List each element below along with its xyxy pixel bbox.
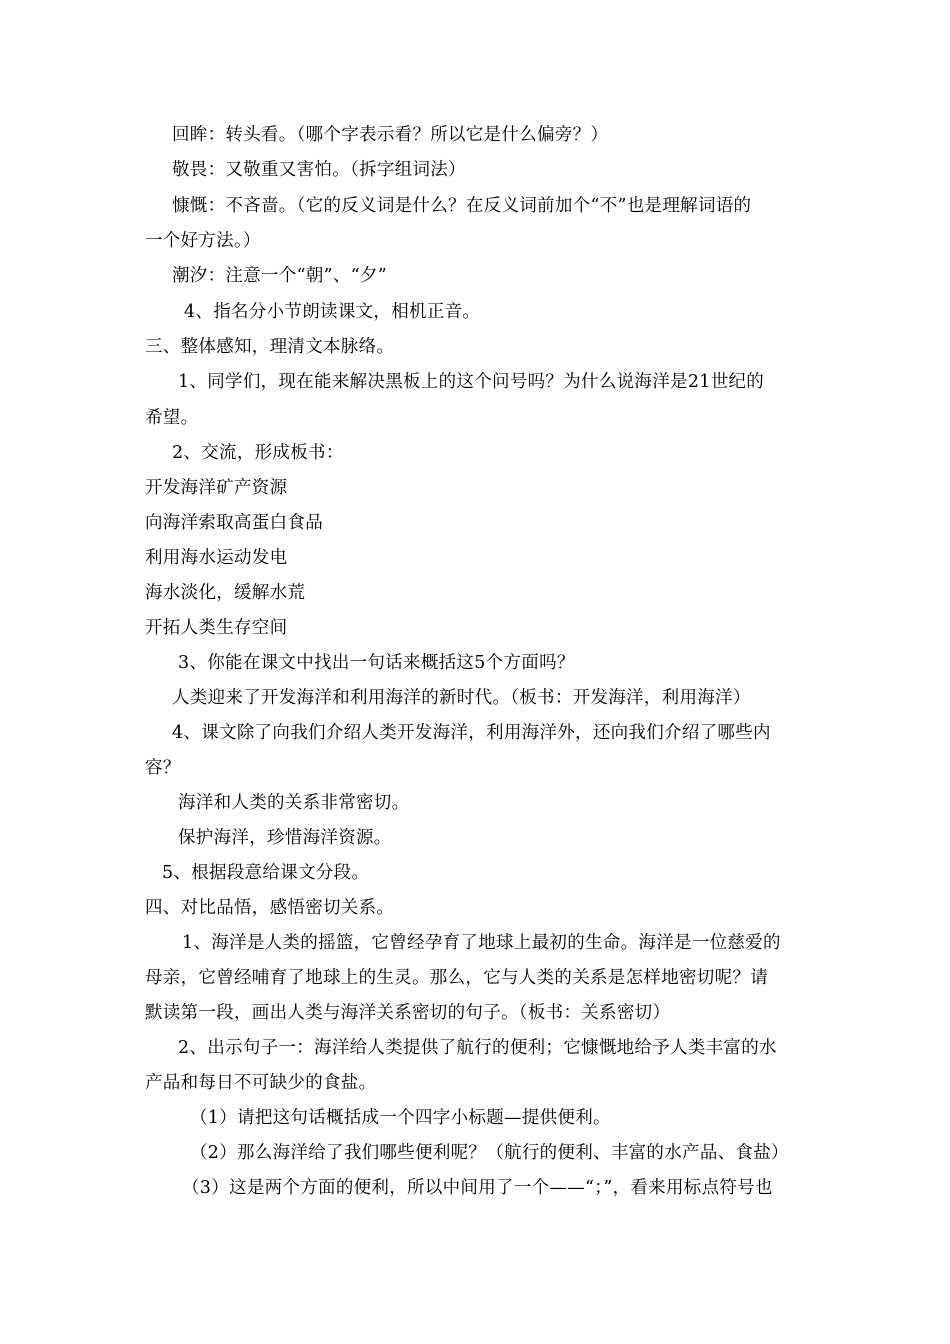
- text-line: （3）这是两个方面的便利，所以中间用了一个——“；”，看来用标点符号也: [182, 1178, 773, 1198]
- text-line: （1）请把这句话概括成一个四字小标题—提供便利。: [190, 1108, 611, 1128]
- board-item: 开拓人类生存空间: [145, 618, 288, 638]
- section-heading: 三、整体感知，理清文本脉络。: [145, 337, 395, 357]
- text-line: 希望。: [145, 408, 199, 428]
- text-line: 敬畏：又敬重又害怕。（拆字组词法）: [172, 160, 466, 180]
- text-line: 4、指名分小节朗读课文，相机正音。: [184, 302, 481, 322]
- text-line: （2）那么海洋给了我们哪些便利呢？（航行的便利、丰富的水产品、食盐）: [190, 1143, 789, 1163]
- text-line: 一个好方法。）: [145, 231, 261, 251]
- section-heading: 四、对比品悟，感悟密切关系。: [145, 898, 395, 918]
- text-line: 产品和每日不可缺少的食盐。: [145, 1073, 377, 1093]
- text-line: 3、你能在课文中找出一句话来概括这5个方面吗？: [178, 653, 575, 673]
- text-line: 慷慨：不吝啬。（它的反义词是什么？在反义词前加个“不”也是理解词语的: [172, 196, 752, 216]
- text-line: 2、出示句子一：海洋给人类提供了航行的便利；它慷慨地给予人类丰富的水: [178, 1038, 777, 1058]
- board-item: 利用海水运动发电: [145, 548, 288, 568]
- text-line: 人类迎来了开发海洋和利用海洋的新时代。（板书：开发海洋，利用海洋）: [172, 688, 751, 708]
- board-item: 开发海洋矿产资源: [145, 478, 288, 498]
- text-line: 1、海洋是人类的摇篮，它曾经孕育了地球上最初的生命。海洋是一位慈爱的: [182, 933, 781, 953]
- text-line: 潮汐：注意一个“朝”、“夕”: [172, 266, 387, 286]
- text-line: 保护海洋，珍惜海洋资源。: [178, 828, 392, 848]
- text-line: 海洋和人类的关系非常密切。: [178, 793, 410, 813]
- text-line: 4、课文除了向我们介绍人类开发海洋，利用海洋外，还向我们介绍了哪些内: [172, 723, 771, 743]
- text-line: 容？: [145, 758, 181, 778]
- board-item: 海水淡化，缓解水荒: [145, 583, 306, 603]
- text-line: 母亲，它曾经哺育了地球上的生灵。那么，它与人类的关系是怎样地密切呢？请: [145, 968, 768, 988]
- text-line: 默读第一段，画出人类与海洋关系密切的句子。（板书：关系密切）: [145, 1003, 671, 1023]
- text-line: 1、同学们，现在能来解决黑板上的这个问号吗？为什么说海洋是21世纪的: [178, 372, 765, 392]
- text-line: 回眸：转头看。（哪个字表示看？所以它是什么偏旁？）: [172, 125, 609, 145]
- board-item: 向海洋索取高蛋白食品: [145, 513, 323, 533]
- text-line: 5、根据段意给课文分段。: [162, 863, 370, 883]
- text-line: 2、交流，形成板书：: [172, 443, 344, 463]
